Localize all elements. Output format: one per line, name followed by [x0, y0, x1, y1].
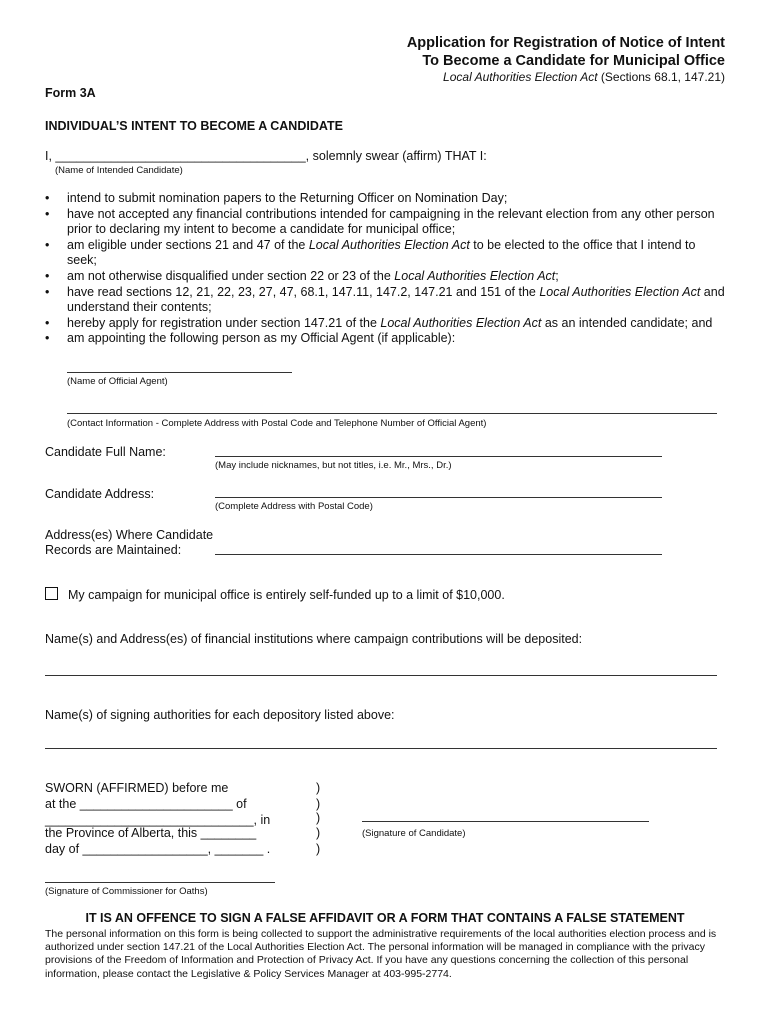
declaration-item: • intend to submit nomination papers to the Returning Officer on Nomination Day; — [45, 191, 725, 207]
financial-institutions-field[interactable] — [45, 675, 717, 676]
declaration-item — [45, 269, 725, 285]
candidate-address-caption: (Complete Address with Postal Code) — [215, 501, 373, 512]
official-agent-contact-caption: (Contact Information - Complete Address with Postal Code and Telephone Number of Official Agent) — [67, 418, 487, 429]
records-address-label-2: Records are Maintained: — [45, 543, 182, 557]
official-agent-contact-field[interactable] — [67, 413, 717, 414]
declaration-list — [45, 191, 725, 347]
bracket-paren: ) — [316, 781, 321, 795]
commissioner-signature-caption: (Signature of Commissioner for Oaths) — [45, 886, 208, 897]
act-name: Local Authorities Election Act — [443, 70, 598, 84]
financial-institutions-label: Name(s) and Address(es) of financial institutions where campaign contributions will be deposited: — [45, 632, 583, 646]
act-name: Local Authorities Election Act — [394, 268, 556, 283]
declaration-item: • have not accepted any financial contributions intended for campaigning in the relevant election from any other person prior to declaring my intent to become a candidate for municipal office; — [45, 207, 725, 238]
declaration-text: am eligible under sections 21 and 47 of the — [67, 237, 309, 252]
commissioner-signature-field[interactable] — [45, 882, 275, 883]
declaration-text: as an intended candidate; and — [541, 315, 713, 330]
candidate-full-name-label: Candidate Full Name: — [45, 445, 166, 459]
candidate-full-name-field[interactable] — [215, 456, 662, 457]
declaration-text: to be elected to the office that I intend to seek; — [67, 237, 696, 268]
candidate-address-field[interactable] — [215, 497, 662, 498]
declaration-text: hereby apply for registration under section 147.21 of the — [67, 315, 381, 330]
declaration-text: and understand their contents; — [67, 284, 725, 315]
false-statement-warning: IT IS AN OFFENCE TO SIGN A FALSE AFFIDAVIT OR A FORM THAT CONTAINS A FALSE STATEMENT — [85, 911, 685, 925]
sworn-line: ______________________________, in — [45, 813, 271, 827]
official-agent-name-field[interactable] — [67, 372, 292, 373]
declaration-item — [45, 238, 725, 269]
candidate-address-label: Candidate Address: — [45, 487, 155, 501]
title-line-1: Application for Registration of Notice of Intent — [406, 35, 725, 51]
act-name: Local Authorities Election Act — [308, 237, 470, 252]
act-name: Local Authorities Election Act — [380, 315, 542, 330]
signing-authorities-field[interactable] — [45, 748, 717, 749]
act-name: Local Authorities Election Act — [539, 284, 701, 299]
section-heading: INDIVIDUAL’S INTENT TO BECOME A CANDIDATE — [45, 119, 343, 133]
declaration-item: • am appointing the following person as my Official Agent (if applicable): — [45, 331, 725, 347]
bracket-paren: ) — [316, 826, 321, 840]
sworn-line: at the ______________________ of — [45, 797, 247, 811]
privacy-notice: The personal information on this form is being collected to support the administrative requirements of the local authorities election process and is authorized under section 147.21 of the Local Authorities Election Act. The personal information will be managed in compliance with the privacy provisions of the Freedom of Information and Protection of Privacy Act. If you have any questions concerning the collection of this personal information, please contact the Legislative & Policy Services Manager at 403-995-2774. — [45, 928, 717, 980]
sworn-line: SWORN (AFFIRMED) before me — [45, 781, 229, 795]
sworn-line: day of __________________, _______ . — [45, 842, 271, 856]
declaration-text: ; — [555, 268, 559, 283]
candidate-full-name-caption: (May include nicknames, but not titles, i.e. Mr., Mrs., Dr.) — [215, 460, 452, 471]
self-funded-label: My campaign for municipal office is entirely self-funded up to a limit of $10,000. — [68, 588, 505, 602]
declaration-text: am not otherwise disqualified under section 22 or 23 of the — [67, 268, 395, 283]
sworn-line: the Province of Alberta, this ________ — [45, 826, 257, 840]
title-line-2: To Become a Candidate for Municipal Office — [422, 53, 725, 69]
records-address-field[interactable] — [215, 554, 662, 555]
act-sections: (Sections 68.1, 147.21) — [597, 70, 725, 84]
records-address-label-1: Address(es) Where Candidate — [45, 528, 214, 542]
candidate-signature-field[interactable] — [362, 821, 649, 822]
self-funded-checkbox[interactable] — [45, 587, 58, 600]
act-reference — [443, 70, 725, 84]
official-agent-name-caption: (Name of Official Agent) — [67, 376, 168, 387]
declaration-text: have read sections 12, 21, 22, 23, 27, 47, 68.1, 147.11, 147.2, 147.21 and 151 of the — [67, 284, 540, 299]
declaration-item — [45, 316, 725, 332]
oath-line: I, ____________________________________, solemnly swear (affirm) THAT I: — [45, 149, 487, 163]
bracket-paren: ) — [316, 842, 321, 856]
bracket-paren: ) — [316, 797, 321, 811]
signing-authorities-label: Name(s) of signing authorities for each depository listed above: — [45, 708, 395, 722]
bracket-paren: ) — [316, 811, 321, 825]
candidate-name-caption: (Name of Intended Candidate) — [55, 165, 183, 176]
form-number: Form 3A — [45, 86, 96, 100]
candidate-signature-caption: (Signature of Candidate) — [362, 828, 466, 839]
declaration-item — [45, 285, 725, 316]
